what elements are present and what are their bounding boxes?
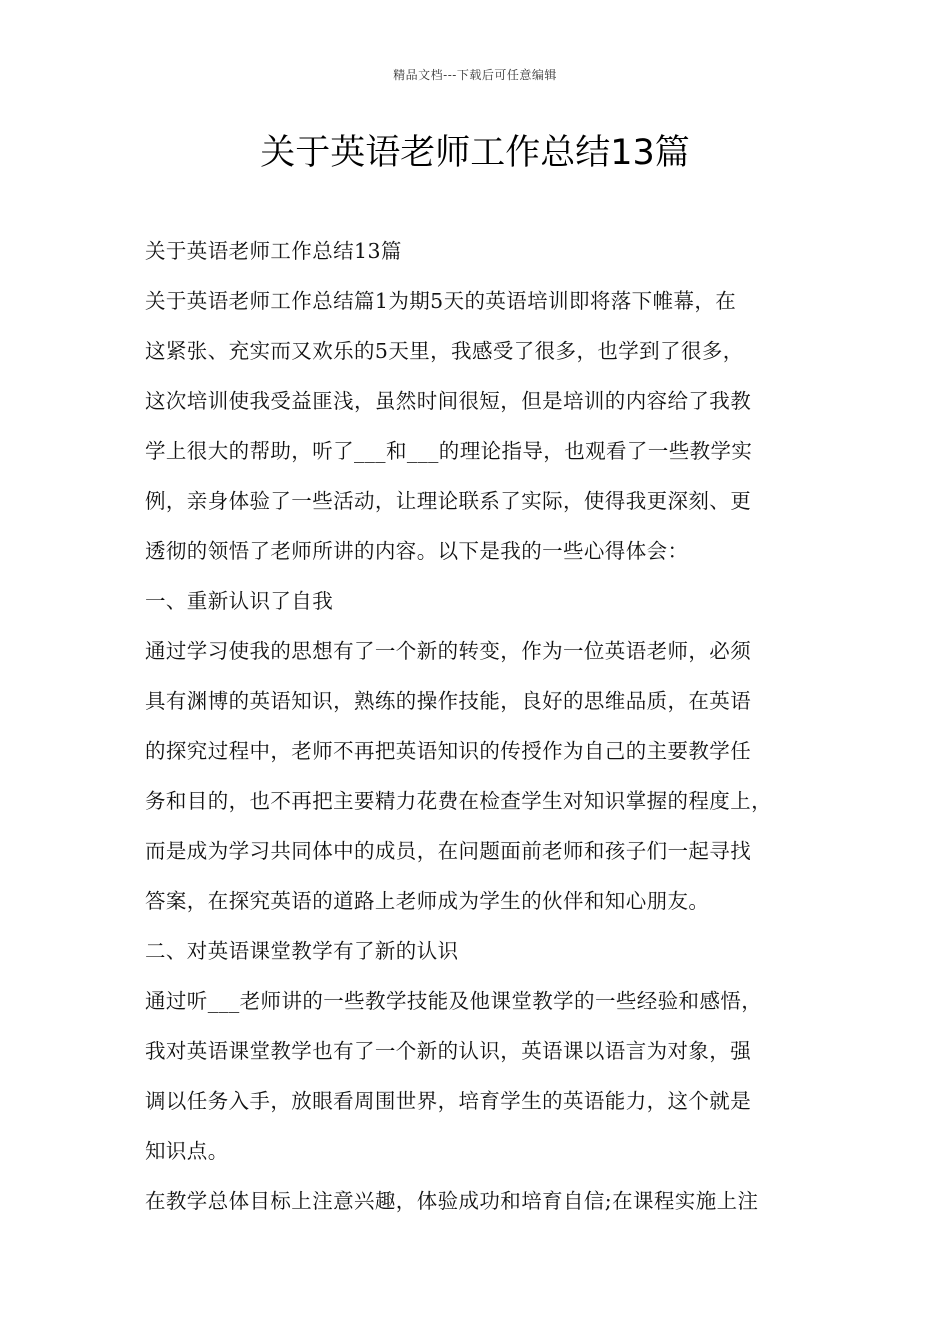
body-line: 这次培训使我受益匪浅，虽然时间很短，但是培训的内容给了我教 xyxy=(145,389,752,413)
body-line: 通过学习使我的思想有了一个新的转变，作为一位英语老师，必须 xyxy=(145,639,752,663)
body-line: 务和目的，也不再把主要精力花费在检查学生对知识掌握的程度上， xyxy=(145,789,772,813)
body-line: 调以任务入手，放眼看周围世界，培育学生的英语能力，这个就是 xyxy=(145,1089,752,1113)
body-line: 具有渊博的英语知识，熟练的操作技能，良好的思维品质，在英语 xyxy=(145,689,752,713)
section-heading: 一、重新认识了自我 xyxy=(145,589,334,613)
body-line: 学上很大的帮助，听了___和___的理论指导，也观看了一些教学实 xyxy=(145,439,753,463)
body-line: 例，亲身体验了一些活动，让理论联系了实际，使得我更深刻、更 xyxy=(145,489,752,513)
body-line: 在教学总体目标上注意兴趣，体验成功和培育自信;在课程实施上注 xyxy=(145,1189,759,1213)
section-heading: 二、对英语课堂教学有了新的认识 xyxy=(145,939,459,963)
body-line: 我对英语课堂教学也有了一个新的认识，英语课以语言为对象，强 xyxy=(145,1039,752,1063)
body-line: 知识点。 xyxy=(145,1139,229,1163)
document-title: 关于英语老师工作总结13篇 xyxy=(260,133,690,173)
body-line: 的探究过程中，老师不再把英语知识的传授作为自己的主要教学任 xyxy=(145,739,752,763)
body-line: 关于英语老师工作总结篇1为期5天的英语培训即将落下帷幕，在 xyxy=(145,289,737,313)
body-line: 透彻的领悟了老师所讲的内容。以下是我的一些心得体会： xyxy=(145,539,689,563)
body-line: 通过听___老师讲的一些教学技能及他课堂教学的一些经验和感悟， xyxy=(145,989,763,1013)
body-line: 关于英语老师工作总结13篇 xyxy=(145,239,402,263)
body-line: 这紧张、充实而又欢乐的5天里，我感受了很多，也学到了很多， xyxy=(145,339,744,363)
body-line: 答案，在探究英语的道路上老师成为学生的伙伴和知心朋友。 xyxy=(145,889,710,913)
header-watermark: 精品文档---下载后可任意编辑 xyxy=(393,68,557,82)
body-line: 而是成为学习共同体中的成员，在问题面前老师和孩子们一起寻找 xyxy=(145,839,752,863)
document-body xyxy=(145,226,807,1226)
